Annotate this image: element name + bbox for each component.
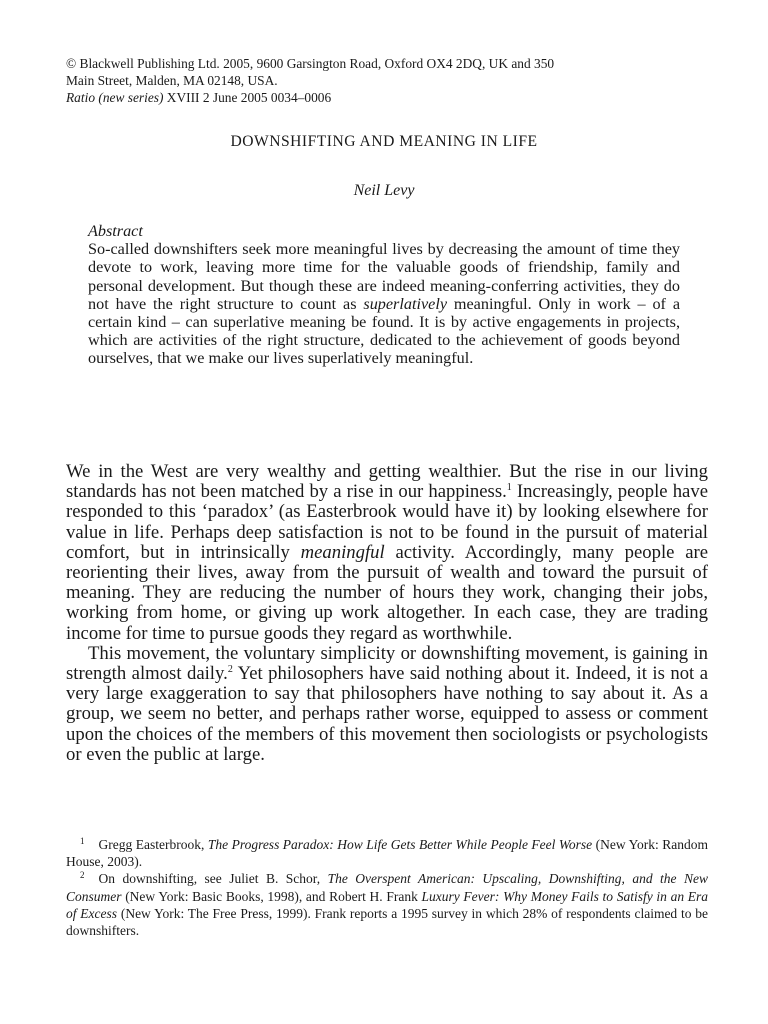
footnote-text: On downshifting, see Juliet B. Schor, xyxy=(98,871,328,887)
body-paragraph xyxy=(66,462,708,644)
footnotes-section xyxy=(66,836,708,939)
footnote-number: 1 xyxy=(80,836,85,846)
body-text: activity. Accordingly, many people are reorienting their lives, away from the pursuit of wealth and toward the pursuit of meaning. They are reducing the number of hours they work, changing their jobs, working from home, or giving up work altogether. In each case, they are trading income for time to pursue goods they regard as worthwhile. xyxy=(66,541,709,644)
body-text: Yet philosophers have said nothing about it. Indeed, it is not a very large exaggeration to say that philosophers have nothing to say about it. As a group, we seem no better, and perhaps rather worse, equipped to assess or comment upon the choices of the members of this movement then sociologists or psychologists or even the public at large. xyxy=(66,663,708,765)
abstract-section xyxy=(88,222,680,368)
footnote-text: Gregg Easterbrook, xyxy=(98,837,208,852)
abstract-heading: Abstract xyxy=(88,222,143,240)
footnote-text: (New York: Basic Books, 1998), and Robert H. Frank xyxy=(121,888,422,904)
footnote xyxy=(66,836,708,870)
body-paragraph xyxy=(66,644,708,765)
body-emphasis: meaningful xyxy=(300,541,385,563)
footnote-reference[interactable]: 2 xyxy=(227,664,233,676)
journal-name: Ratio (new series) xyxy=(66,90,164,105)
abstract-text-part: meaningful. Only in work – of a certain kind – can superlative meaning be found. It is by active engagements in projects, which are activities of the right structure, dedicated to the achievement of goods beyond ourselves, that we make our lives superlatively meaningful. xyxy=(88,294,680,368)
abstract-text xyxy=(88,240,680,367)
publication-header xyxy=(66,55,712,106)
abstract-text-part: So-called downshifters seek more meaningful lives by decreasing the amount of time they devote to work, leaving more time for the valuable goods of friendship, family and personal development. But though these are indeed meaning-conferring activities, they do not have the right structure to count as xyxy=(88,240,680,313)
footnote-book-title: The Overspent American: Upscaling, Downshifting, and the New Consumer xyxy=(66,871,709,904)
abstract-emphasis: superlatively xyxy=(363,294,447,313)
article-body xyxy=(66,462,708,765)
article-author: Neil Levy xyxy=(353,182,415,199)
article-title: DOWNSHIFTING AND MEANING IN LIFE xyxy=(230,133,538,150)
publisher-address-line: Main Street, Malden, MA 02148, USA. xyxy=(66,73,278,88)
footnote-text: (New York: Random House, 2003). xyxy=(66,837,708,870)
footnote-reference[interactable]: 1 xyxy=(506,482,512,494)
journal-citation-line xyxy=(66,89,712,106)
footnote-text: (New York: The Free Press, 1999). Frank reports a 1995 survey in which 28% of respondents claimed to be downshifters. xyxy=(66,905,708,939)
body-text: We in the West are very wealthy and getting wealthier. But the rise in our living standards has not been matched by a rise in our happiness. xyxy=(66,461,708,503)
footnote xyxy=(66,870,708,939)
body-text: Increasingly, people have responded to this ‘paradox’ (as Easterbrook would have it) by looking elsewhere for value in life. Perhaps deep satisfaction is not to be found in the pursuit of material comfort, but in intrinsically xyxy=(66,481,708,563)
body-text: This movement, the voluntary simplicity or downshifting movement, is gaining in strength almost daily. xyxy=(66,642,708,685)
copyright-line: © Blackwell Publishing Ltd. 2005, 9600 Garsington Road, Oxford OX4 2DQ, UK and 350 xyxy=(66,56,555,71)
footnote-book-title: Luxury Fever: Why Money Fails to Satisfy in an Era of Excess xyxy=(66,888,709,921)
footnote-number: 2 xyxy=(80,870,85,881)
footnote-book-title: The Progress Paradox: How Life Gets Better While People Feel Worse xyxy=(207,837,593,852)
journal-issue-info: XVIII 2 June 2005 0034–0006 xyxy=(163,90,332,105)
